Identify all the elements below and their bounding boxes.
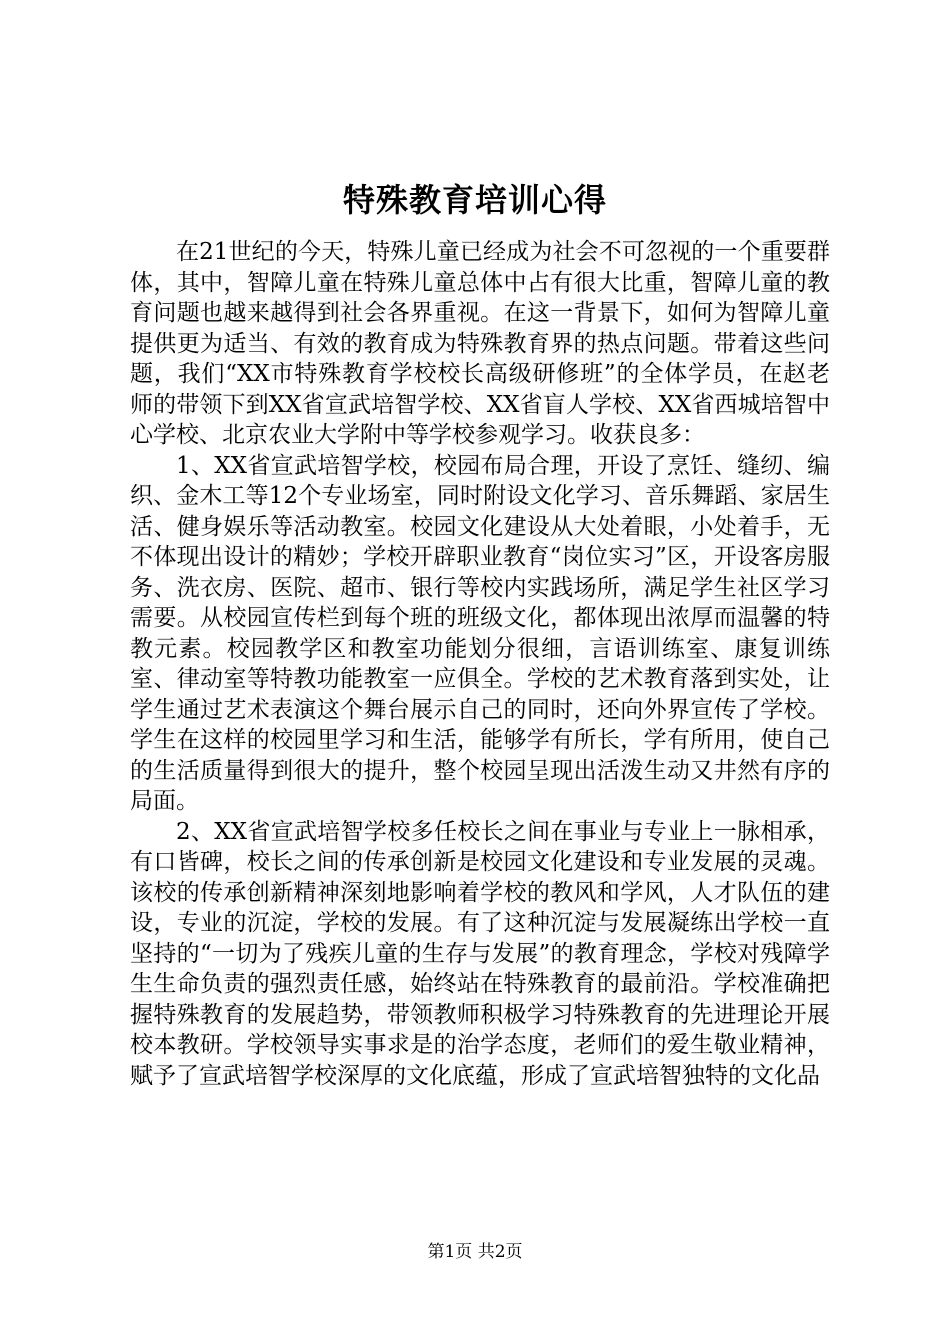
paragraph-point-2: 2、XX省宣武培智学校多任校长之间在事业与专业上一脉相承，有口皆碑，校长之间的传承创新是校园文化建设和专业发展的灵魂。该校的传承创新精神深刻地影响着学校的教风和学风，人才队伍的建设，专业的沉淀，学校的发展。有了这种沉淀与发展凝练出学校一直坚持的“一切为了残疾儿童的生存与发展”的教育理念，学校对残障学生生命负责的强烈责任感，始终站在特殊教育的最前沿。学校准确把握特殊教育的发展趋势，带领教师积极学习特殊教育的先进理论开展校本教研。学校领导实事求是的治学态度，老师们的爱生敬业精神，赋予了宣武培智学校深厚的文化底蕴，形成了宣武培智独特的文化品 — [130, 818, 830, 1089]
paragraph-point-1: 1、XX省宣武培智学校，校园布局合理，开设了烹饪、缝纫、编织、金木工等12个专业场室，同时附设文化学习、音乐舞蹈、家居生活、健身娱乐等活动教室。校园文化建设从大处着眼，小处着手，无不体现出设计的精妙；学校开辟职业教育“岗位实习”区，开设客房服务、洗衣房、医院、超市、银行等校内实践场所，满足学生社区学习需要。从校园宣传栏到每个班的班级文化，都体现出浓厚而温馨的特教元素。校园教学区和教室功能划分很细，言语训练室、康复训练室、律动室等特教功能教室一应俱全。学校的艺术教育落到实处，让学生通过艺术表演这个舞台展示自己的同时，还向外界宣传了学校。学生在这样的校园里学习和生活，能够学有所长，学有所用，使自己的生活质量得到很大的提升，整个校园呈现出活泼生动又井然有序的局面。 — [130, 452, 830, 814]
document-body — [130, 237, 830, 1091]
document-title: 特殊教育培训心得 — [342, 181, 607, 219]
page-number-footer: 第1页 共2页 — [427, 1242, 523, 1262]
paragraph-intro: 在21世纪的今天，特殊儿童已经成为社会不可忽视的一个重要群体，其中，智障儿童在特殊儿童总体中占有很大比重，智障儿童的教育问题也越来越得到社会各界重视。在这一背景下，如何为智障儿童提供更为适当、有效的教育成为特殊教育界的热点问题。带着这些问题，我们“XX市特殊教育学校校长高级研修班”的全体学员，在赵老师的带领下到XX省宣武培智学校、XX省盲人学校、XX省西城培智中心学校、北京农业大学附中等学校参观学习。收获良多： — [130, 239, 830, 448]
